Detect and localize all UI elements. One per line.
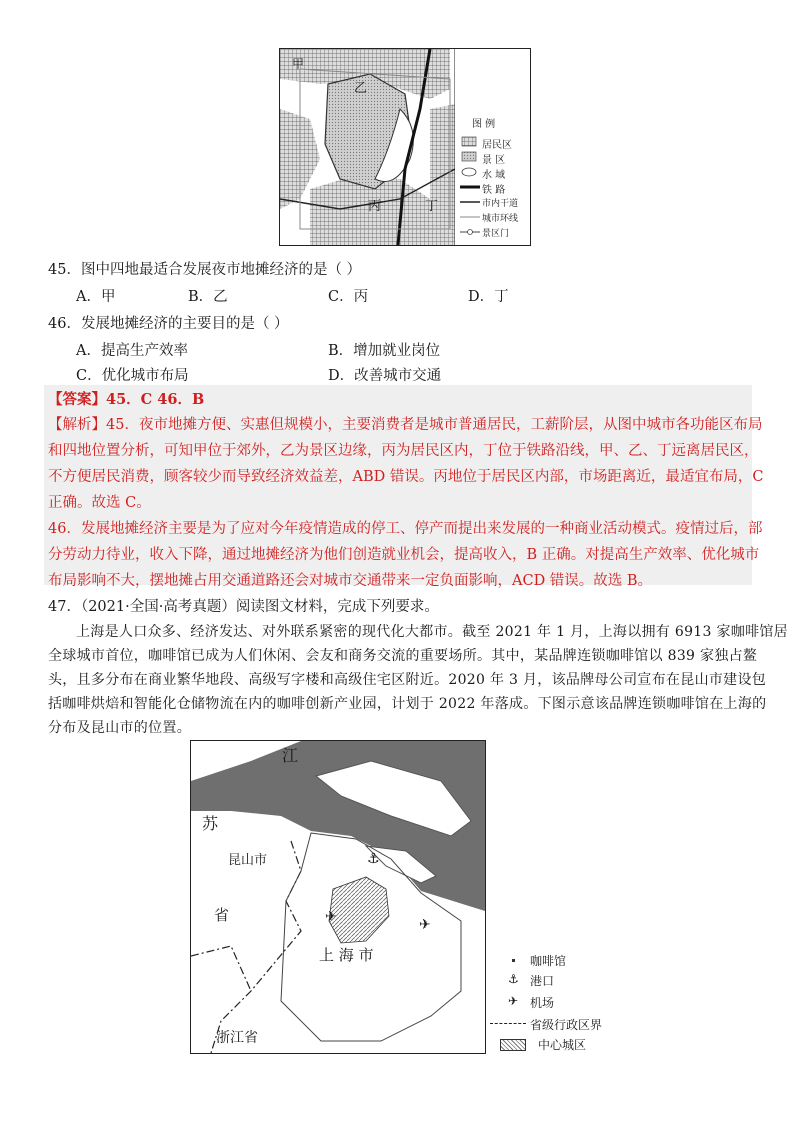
label-zhejiang: 浙江省 (216, 1030, 258, 1046)
legend-item: 港口 (530, 974, 555, 988)
label-yi: 乙 (354, 81, 368, 96)
port-icon: ⚓ (367, 851, 380, 867)
legend-item: 省级行政区界 (530, 1018, 603, 1032)
answer-line: 【答案】45．C 46．B (48, 391, 205, 408)
q46-option-c[interactable]: C．优化城市布局 (76, 368, 189, 384)
airport-icon: ✈ (508, 994, 519, 1008)
airport-icon: ✈ (419, 917, 431, 933)
q45-option-b[interactable]: B．乙 (188, 289, 228, 305)
label-bing: 丙 (368, 199, 382, 214)
legend-item: 中心城区 (538, 1038, 587, 1052)
explanation-45-line: 正确。故选 C。 (48, 495, 151, 511)
legend-cafe-dot (512, 959, 515, 962)
province-boundary (211, 841, 301, 1053)
explanation-46-line: 布局影响不大，摆地摊占用交通道路还会对城市交通带来一定负面影响，ACD 错误。故选 B。 (48, 573, 653, 589)
legend-item: 铁 路 (482, 185, 506, 196)
q46-option-a[interactable]: A．提高生产效率 (76, 343, 188, 359)
label-shanghai: 上 海 市 (319, 946, 374, 964)
port-icon: ⚓ (508, 972, 519, 986)
explanation-45-line: 不方便居民消费，顾客较少而导致经济效益差，ABD 错误。丙地位于居民区内部，市场距离近，最适宜布局，C (48, 469, 764, 485)
q47-paragraph-line: 全球城市首位，咖啡馆已成为人们休闲、会友和商务交流的重要场所。其中，某品牌连锁咖啡馆以 839 家独占鳌 (48, 648, 758, 664)
legend-item: 居民区 (482, 140, 512, 151)
label-sheng: 省 (214, 906, 230, 924)
city-map-figure (279, 48, 531, 246)
label-su: 苏 (202, 814, 219, 833)
airport-icon: ✈ (325, 909, 337, 925)
label-kunshan: 昆山市 (228, 853, 268, 868)
explanation-46-line: 46．发展地摊经济主要是为了应对今年疫情造成的停工、停产而提出来发展的一种商业活动模式。疫情过后，部 (48, 521, 763, 537)
q47-paragraph-line: 分布及昆山市的位置。 (48, 720, 191, 736)
shanghai-map (191, 741, 485, 1053)
q45-option-c[interactable]: C．丙 (328, 289, 369, 305)
q46-option-d[interactable]: D．改善城市交通 (328, 368, 442, 384)
province-boundary (191, 946, 251, 991)
q45-option-a[interactable]: A．甲 (76, 289, 116, 305)
q47-paragraph-line: 上海是人口众多、经济发达、对外联系紧密的现代化大都市。截至 2021 年 1 月，上海以拥有 6913 家咖啡馆居 (76, 624, 788, 640)
legend-item: 水 域 (482, 170, 506, 181)
legend-item: 景 区 (482, 155, 506, 166)
shanghai-map-figure (190, 740, 486, 1054)
q46-stem: 46．发展地摊经济的主要目的是（ ） (48, 316, 289, 332)
figure2-legend (490, 948, 630, 1058)
legend-item: 机场 (530, 996, 555, 1010)
legend-water-swatch (462, 168, 476, 176)
q45-option-d[interactable]: D．丁 (468, 289, 509, 305)
label-ding: 丁 (425, 199, 439, 214)
legend-item: 城市环线 (482, 214, 519, 224)
legend-title: 图 例 (472, 119, 496, 130)
explanation-45-line: 和四地位置分析，可知甲位于郊外，乙为景区边缘，丙为居民区内，丁位于铁路沿线，甲、乙、丁远离居民区， (48, 443, 759, 459)
q46-option-b[interactable]: B．增加就业岗位 (328, 343, 441, 359)
q45-stem: 45．图中四地最适合发展夜市地摊经济的是（ ） (48, 262, 362, 278)
legend-scenic-swatch (462, 152, 476, 161)
central-urban-area (329, 877, 389, 943)
explanation-45-line: 【解析】45．夜市地摊方便、实惠但规模小，主要消费者是城市普通居民，工薪阶层，从图中城市各功能区布局 (48, 417, 763, 433)
q47-paragraph-line: 头，且多分布在商业繁华地段、高级写字楼和高级住宅区附近。2020 年 3 月，该品牌母公司宣布在昆山市建设包 (48, 672, 767, 688)
label-jiang: 江 (282, 746, 299, 765)
legend-urban-swatch (500, 1039, 526, 1051)
legend-item: 市内干道 (482, 199, 519, 209)
legend-item: 咖啡馆 (530, 954, 567, 968)
legend-boundary-line (490, 1023, 526, 1024)
q47-stem: 47．（2021·全国·高考真题）阅读图文材料，完成下列要求。 (48, 599, 439, 615)
explanation-46-line: 分劳动力待业，收入下降，通过地摊经济为他们创造就业机会，提高收入，B 正确。对提高生产效率、优化城市 (48, 547, 760, 563)
legend-residential-swatch (462, 137, 476, 146)
legend-item: 景区门 (482, 229, 510, 239)
label-jia: 甲 (292, 57, 305, 71)
q47-paragraph-line: 括咖啡烘焙和智能化仓储物流在内的咖啡创新产业园，计划于 2022 年落成。下图示意该品牌连锁咖啡馆在上海的 (48, 696, 767, 712)
